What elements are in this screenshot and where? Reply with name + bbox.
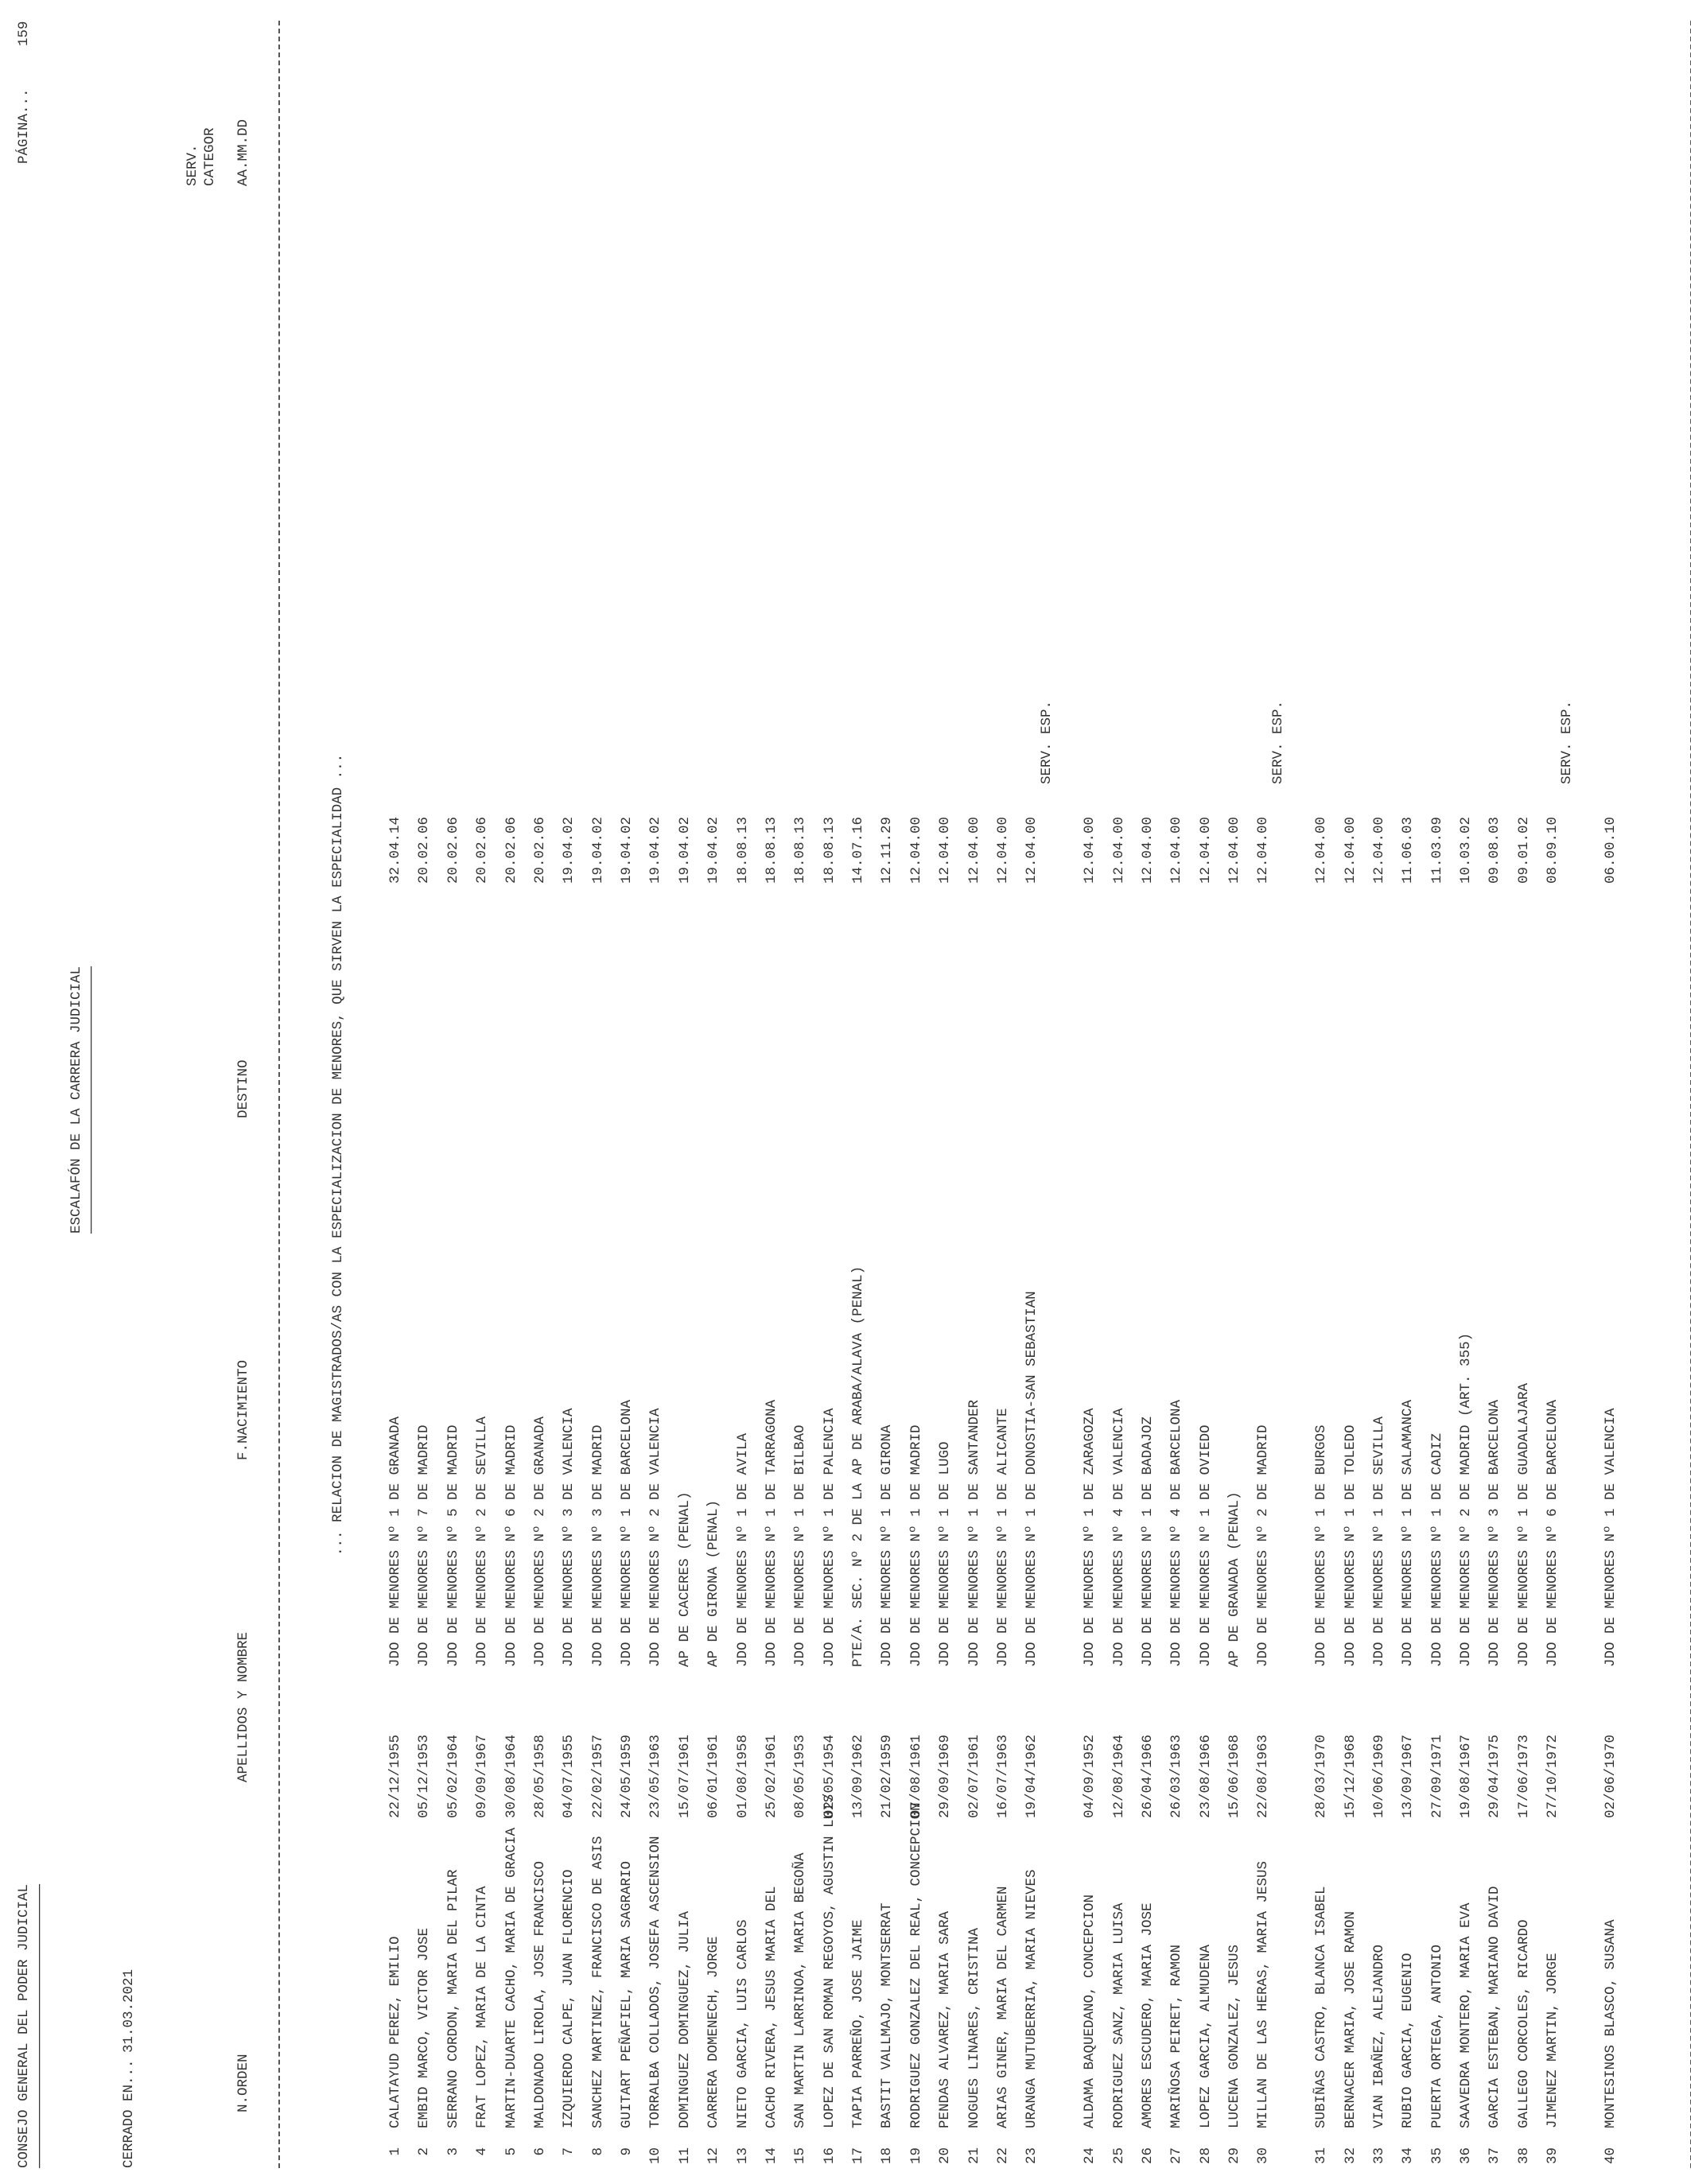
row-destination: AP DE GRANADA (PENAL) bbox=[1226, 1491, 1243, 1667]
row-name: EMBID MARCO, VICTOR JOSE bbox=[416, 1927, 433, 2128]
row-name: GARCIA ESTEBAN, MARIANO DAVID bbox=[1487, 1886, 1503, 2128]
page-number: 159 bbox=[16, 21, 32, 46]
row-serv-categor: 09.08.03 bbox=[1487, 816, 1503, 884]
row-destination: JDO DE MENORES Nº 1 DE GUADALAJARA bbox=[1515, 1382, 1532, 1667]
col-header-destino: DESTINO bbox=[235, 1059, 251, 1118]
row-serv-categor: 20.02.06 bbox=[503, 816, 519, 884]
row-destination: JDO DE MENORES Nº 2 DE GRANADA bbox=[531, 1416, 548, 1667]
table-row bbox=[474, 0, 490, 2184]
table-row bbox=[1458, 0, 1474, 2184]
row-birth-date: 29/09/1969 bbox=[937, 1734, 954, 1818]
row-name: MARTIN-DUARTE CACHO, MARIA DE GRACIA bbox=[503, 1827, 519, 2128]
row-name: SANCHEZ MARTINEZ, FRANCISCO DE ASIS bbox=[589, 1836, 606, 2128]
row-name: TORRALBA COLLADOS, JOSEFA ASCENSION bbox=[647, 1836, 664, 2128]
row-name: VIAN IBAÑEZ, ALEJANDRO bbox=[1370, 1944, 1387, 2128]
row-number: 9 bbox=[619, 2147, 636, 2156]
serv-esp-label: SERV. ESP. bbox=[1559, 700, 1576, 784]
table-row bbox=[1545, 0, 1561, 2184]
row-number: 30 bbox=[1255, 2147, 1272, 2165]
row-serv-categor: 08.09.10 bbox=[1545, 816, 1561, 884]
row-serv-categor: 18.08.13 bbox=[763, 816, 779, 884]
row-serv-categor: 18.08.13 bbox=[734, 816, 751, 884]
row-number: 28 bbox=[1197, 2147, 1214, 2165]
row-name: NIETO GARCIA, LUIS CARLOS bbox=[734, 1919, 751, 2128]
table-row bbox=[1198, 0, 1214, 2184]
row-name: PENDAS ALVAREZ, MARIA SARA bbox=[937, 1910, 954, 2128]
row-birth-date: 01/08/1958 bbox=[734, 1734, 751, 1818]
row-number: 31 bbox=[1313, 2147, 1330, 2165]
row-destination: JDO DE MENORES Nº 6 DE MADRID bbox=[503, 1424, 519, 1667]
table-row bbox=[1516, 0, 1532, 2184]
row-name: PUERTA ORTEGA, ANTONIO bbox=[1429, 1944, 1445, 2128]
row-name: RODRIGUEZ GONZALEZ DEL REAL, CONCEPCION bbox=[908, 1802, 924, 2128]
row-number: 26 bbox=[1139, 2147, 1156, 2165]
row-destination: JDO DE MENORES Nº 1 DE PALENCIA bbox=[821, 1408, 838, 1667]
row-number: 16 bbox=[821, 2147, 838, 2165]
row-number: 33 bbox=[1370, 2147, 1387, 2165]
row-name: JIMENEZ MARTIN, JORGE bbox=[1545, 1953, 1561, 2128]
closed-label: CERRADO EN... bbox=[121, 2059, 137, 2168]
row-birth-date: 30/08/1964 bbox=[503, 1734, 519, 1818]
row-destination: JDO DE MENORES Nº 1 DE BADAJOZ bbox=[1139, 1416, 1156, 1667]
row-name: IZQUIERDO CALPE, JUAN FLORENCIO bbox=[561, 1869, 577, 2128]
row-destination: PTE/A. SEC. Nº 2 DE LA AP DE ARABA/ALAVA (PENAL) bbox=[850, 1265, 867, 1667]
table-row bbox=[1400, 0, 1416, 2184]
row-number: 40 bbox=[1602, 2147, 1619, 2165]
col-header-categor: CATEGOR bbox=[202, 127, 218, 186]
row-serv-categor: 14.07.16 bbox=[850, 816, 867, 884]
row-serv-categor: 19.04.02 bbox=[589, 816, 606, 884]
row-destination: JDO DE MENORES Nº 1 DE TOLEDO bbox=[1342, 1424, 1359, 1667]
row-serv-categor: 19.04.02 bbox=[676, 816, 693, 884]
col-header-orden: N.ORDEN bbox=[235, 2054, 251, 2112]
row-serv-categor: 11.06.03 bbox=[1400, 816, 1417, 884]
row-birth-date: 28/03/1970 bbox=[1313, 1734, 1330, 1818]
row-name: AMORES ESCUDERO, MARIA JOSE bbox=[1139, 1902, 1156, 2128]
col-header-fecha-fmt: AA.MM.DD bbox=[235, 119, 251, 186]
row-destination: JDO DE MENORES Nº 1 DE GRANADA bbox=[387, 1416, 403, 1667]
row-serv-categor: 12.04.00 bbox=[1342, 816, 1359, 884]
row-serv-categor: 19.04.02 bbox=[706, 816, 722, 884]
row-serv-categor: 12.04.00 bbox=[937, 816, 954, 884]
row-name: SERRANO CORDON, MARIA DEL PILAR bbox=[445, 1869, 461, 2128]
row-serv-categor: 12.04.00 bbox=[908, 816, 924, 884]
row-destination: JDO DE MENORES Nº 4 DE BARCELONA bbox=[1168, 1399, 1185, 1667]
row-serv-categor: 12.04.00 bbox=[966, 816, 982, 884]
organization-name: CONSEJO GENERAL DEL PODER JUDICIAL bbox=[16, 1883, 32, 2168]
table-row bbox=[1371, 0, 1387, 2184]
col-header-nombre: APELLIDOS Y NOMBRE bbox=[235, 1631, 251, 1782]
table-row bbox=[764, 0, 779, 2184]
table-row bbox=[706, 0, 721, 2184]
row-destination: JDO DE MENORES Nº 1 DE SEVILLA bbox=[1370, 1416, 1387, 1667]
table-row bbox=[416, 0, 432, 2184]
row-number: 24 bbox=[1082, 2147, 1098, 2165]
table-row bbox=[1082, 0, 1098, 2184]
row-birth-date: 02/05/1954 bbox=[821, 1734, 838, 1818]
row-serv-categor: 12.04.00 bbox=[1226, 816, 1243, 884]
row-serv-categor: 19.04.02 bbox=[619, 816, 636, 884]
row-birth-date: 27/09/1971 bbox=[1429, 1734, 1445, 1818]
title-underline: ──────────────────────────────── bbox=[84, 966, 100, 1234]
row-birth-date: 28/05/1958 bbox=[531, 1734, 548, 1818]
table-row bbox=[445, 0, 461, 2184]
row-destination: JDO DE MENORES Nº 2 DE SEVILLA bbox=[474, 1416, 491, 1667]
row-number: 39 bbox=[1545, 2147, 1561, 2165]
row-birth-date: 10/06/1969 bbox=[1370, 1734, 1387, 1818]
row-birth-date: 25/02/1961 bbox=[763, 1734, 779, 1818]
row-birth-date: 09/09/1967 bbox=[474, 1734, 491, 1818]
row-destination: JDO DE MENORES Nº 1 DE OVIEDO bbox=[1197, 1424, 1214, 1667]
row-birth-date: 16/07/1963 bbox=[994, 1734, 1011, 1818]
row-number: 12 bbox=[706, 2147, 722, 2165]
row-destination: JDO DE MENORES Nº 1 DE SANTANDER bbox=[966, 1399, 982, 1667]
header-rule bbox=[278, 21, 280, 2168]
row-number: 27 bbox=[1168, 2147, 1185, 2165]
row-serv-categor: 19.04.02 bbox=[561, 816, 577, 884]
page-label: PÁGINA... bbox=[16, 88, 32, 164]
row-destination: JDO DE MENORES Nº 3 DE BARCELONA bbox=[1487, 1399, 1503, 1667]
closed-date: 31.03.2021 bbox=[121, 1968, 137, 2053]
row-number: 8 bbox=[589, 2147, 606, 2156]
table-row bbox=[1429, 0, 1445, 2184]
row-birth-date: 15/07/1961 bbox=[676, 1734, 693, 1818]
row-number: 20 bbox=[937, 2147, 954, 2165]
table-row bbox=[1168, 0, 1184, 2184]
row-name: RODRIGUEZ SANZ, MARIA LUISA bbox=[1110, 1902, 1127, 2128]
row-destination: JDO DE MENORES Nº 1 DE BARCELONA bbox=[619, 1399, 636, 1667]
row-destination: JDO DE MENORES Nº 1 DE VALENCIA bbox=[1602, 1408, 1619, 1667]
row-number: 19 bbox=[908, 2147, 924, 2165]
serv-esp-label: SERV. ESP. bbox=[1269, 700, 1286, 784]
row-birth-date: 24/05/1959 bbox=[619, 1734, 636, 1818]
row-serv-categor: 11.03.09 bbox=[1429, 816, 1445, 884]
col-header-serv: SERV. bbox=[185, 144, 200, 186]
row-number: 4 bbox=[474, 2147, 491, 2156]
row-destination: JDO DE MENORES Nº 1 DE MADRID bbox=[908, 1424, 924, 1667]
row-name: BERNACER MARIA, JOSE RAMON bbox=[1342, 1910, 1359, 2128]
row-number: 1 bbox=[387, 2147, 403, 2156]
table-row bbox=[1140, 0, 1156, 2184]
row-serv-categor: 18.08.13 bbox=[821, 816, 838, 884]
table-row bbox=[879, 0, 895, 2184]
row-destination: JDO DE MENORES Nº 7 DE MADRID bbox=[416, 1424, 433, 1667]
row-number: 32 bbox=[1342, 2147, 1359, 2165]
table-row bbox=[850, 0, 866, 2184]
table-row bbox=[1313, 0, 1329, 2184]
table-row bbox=[822, 0, 838, 2184]
row-destination: JDO DE MENORES Nº 2 DE MADRID (ART. 355) bbox=[1458, 1332, 1475, 1667]
row-serv-categor: 20.02.06 bbox=[416, 816, 433, 884]
row-birth-date: 08/05/1953 bbox=[792, 1734, 809, 1818]
row-birth-date: 27/10/1972 bbox=[1545, 1734, 1561, 1818]
row-serv-categor: 20.02.06 bbox=[445, 816, 461, 884]
row-number: 3 bbox=[445, 2147, 461, 2156]
row-serv-categor: 09.01.02 bbox=[1515, 816, 1532, 884]
row-destination: JDO DE MENORES Nº 4 DE VALENCIA bbox=[1110, 1408, 1127, 1667]
row-name: URANGA MUTUBERRIA, MARIA NIEVES bbox=[1024, 1869, 1040, 2128]
row-birth-date: 05/12/1953 bbox=[416, 1734, 433, 1818]
row-name: SUBIÑAS CASTRO, BLANCA ISABEL bbox=[1313, 1886, 1330, 2128]
row-serv-categor: 12.04.00 bbox=[1110, 816, 1127, 884]
row-destination: JDO DE MENORES Nº 1 DE TARRAGONA bbox=[763, 1399, 779, 1667]
row-serv-categor: 12.04.00 bbox=[1168, 816, 1185, 884]
table-row bbox=[677, 0, 693, 2184]
row-name: LOPEZ GARCIA, ALMUDENA bbox=[1197, 1944, 1214, 2128]
row-serv-categor: 32.04.14 bbox=[387, 816, 403, 884]
row-destination: JDO DE MENORES Nº 1 DE AVILA bbox=[734, 1432, 751, 1667]
row-number: 18 bbox=[879, 2147, 896, 2165]
table-row bbox=[1255, 0, 1271, 2184]
row-birth-date: 07/08/1961 bbox=[908, 1734, 924, 1818]
row-number: 5 bbox=[503, 2147, 519, 2156]
row-destination: JDO DE MENORES Nº 3 DE MADRID bbox=[589, 1424, 606, 1667]
table-row bbox=[1226, 0, 1242, 2184]
table-row bbox=[561, 0, 577, 2184]
row-name: LUCENA GONZALEZ, JESUS bbox=[1226, 1944, 1243, 2128]
table-row bbox=[995, 0, 1011, 2184]
serv-esp-separator bbox=[1559, 0, 1575, 2184]
row-number: 2 bbox=[416, 2147, 433, 2156]
row-serv-categor: 12.04.00 bbox=[1313, 816, 1330, 884]
row-birth-date: 17/06/1973 bbox=[1515, 1734, 1532, 1818]
row-destination: JDO DE MENORES Nº 1 DE GIRONA bbox=[879, 1424, 896, 1667]
serv-esp-separator bbox=[1039, 0, 1055, 2184]
row-birth-date: 26/03/1963 bbox=[1168, 1734, 1185, 1818]
row-name: FRAT LOPEZ, MARIA DE LA CINTA bbox=[474, 1886, 491, 2128]
row-serv-categor: 20.02.06 bbox=[531, 816, 548, 884]
row-name: BASTIT VALLMAJO, MONTSERRAT bbox=[879, 1902, 896, 2128]
row-number: 37 bbox=[1487, 2147, 1503, 2165]
row-number: 7 bbox=[561, 2147, 577, 2156]
row-destination: JDO DE MENORES Nº 1 DE ALICANTE bbox=[994, 1408, 1011, 1667]
row-name: CARRERA DOMENECH, JORGE bbox=[706, 1936, 722, 2128]
row-number: 36 bbox=[1458, 2147, 1475, 2165]
row-birth-date: 06/01/1961 bbox=[706, 1734, 722, 1818]
row-number: 29 bbox=[1226, 2147, 1243, 2165]
serv-esp-separator bbox=[1270, 0, 1286, 2184]
row-birth-date: 13/09/1967 bbox=[1400, 1734, 1417, 1818]
row-number: 34 bbox=[1400, 2147, 1417, 2165]
row-serv-categor: 12.04.00 bbox=[1024, 816, 1040, 884]
row-name: NOGUES LINARES, CRISTINA bbox=[966, 1927, 982, 2128]
row-name: DOMINGUEZ DOMINGUEZ, JULIA bbox=[676, 1910, 693, 2128]
row-destination: JDO DE MENORES Nº 2 DE MADRID bbox=[1255, 1424, 1272, 1667]
row-name: RUBIO GARCIA, EUGENIO bbox=[1400, 1953, 1417, 2128]
row-birth-date: 23/08/1966 bbox=[1197, 1734, 1214, 1818]
row-number: 23 bbox=[1024, 2147, 1040, 2165]
row-birth-date: 22/08/1963 bbox=[1255, 1734, 1272, 1818]
table-row bbox=[1603, 0, 1619, 2184]
row-serv-categor: 20.02.06 bbox=[474, 816, 491, 884]
row-serv-categor: 12.11.29 bbox=[879, 816, 896, 884]
table-row bbox=[966, 0, 982, 2184]
row-number: 15 bbox=[792, 2147, 809, 2165]
row-birth-date: 02/07/1961 bbox=[966, 1734, 982, 1818]
row-number: 10 bbox=[647, 2147, 664, 2165]
row-number: 13 bbox=[734, 2147, 751, 2165]
row-name: MILLAN DE LAS HERAS, MARIA JESUS bbox=[1255, 1860, 1272, 2128]
row-name: MARIÑOSA PEIRET, RAMON bbox=[1168, 1944, 1185, 2128]
row-birth-date: 13/09/1962 bbox=[850, 1734, 867, 1818]
row-serv-categor: 12.04.00 bbox=[1082, 816, 1098, 884]
row-serv-categor: 12.04.00 bbox=[1139, 816, 1156, 884]
row-birth-date: 12/08/1964 bbox=[1110, 1734, 1127, 1818]
row-number: 38 bbox=[1515, 2147, 1532, 2165]
row-destination: JDO DE MENORES Nº 1 DE BILBAO bbox=[792, 1424, 809, 1667]
row-serv-categor: 12.04.00 bbox=[1197, 816, 1214, 884]
row-destination: JDO DE MENORES Nº 1 DE CADIZ bbox=[1429, 1432, 1445, 1667]
table-row bbox=[647, 0, 663, 2184]
row-number: 25 bbox=[1110, 2147, 1127, 2165]
table-row bbox=[532, 0, 548, 2184]
row-destination: JDO DE MENORES Nº 1 DE BURGOS bbox=[1313, 1424, 1330, 1667]
row-destination: JDO DE MENORES Nº 1 DE ZARAGOZA bbox=[1082, 1408, 1098, 1667]
row-destination: AP DE GIRONA (PENAL) bbox=[706, 1499, 722, 1667]
row-birth-date: 23/05/1963 bbox=[647, 1734, 664, 1818]
row-destination: JDO DE MENORES Nº 1 DE DONOSTIA-SAN SEBASTIAN bbox=[1024, 1291, 1040, 1667]
row-number: 17 bbox=[850, 2147, 867, 2165]
row-number: 35 bbox=[1429, 2147, 1445, 2165]
row-birth-date: 04/07/1955 bbox=[561, 1734, 577, 1818]
table-row bbox=[1024, 0, 1040, 2184]
table-row bbox=[619, 0, 635, 2184]
row-birth-date: 22/02/1957 bbox=[589, 1734, 606, 1818]
row-number: 21 bbox=[966, 2147, 982, 2165]
row-name: MALDONADO LIROLA, JOSE FRANCISCO bbox=[531, 1860, 548, 2128]
col-header-nacimiento: F.NACIMIENTO bbox=[235, 1359, 251, 1460]
table-row bbox=[908, 0, 924, 2184]
row-name: MONTESINOS BLASCO, SUSANA bbox=[1602, 1919, 1619, 2128]
row-destination: JDO DE MENORES Nº 1 DE LUGO bbox=[937, 1441, 954, 1667]
row-destination: JDO DE MENORES Nº 3 DE VALENCIA bbox=[561, 1408, 577, 1667]
organization-underline: ────────────────────────────────── bbox=[33, 1883, 49, 2168]
row-name: TAPIA PARREÑO, JOSE JAIME bbox=[850, 1919, 867, 2128]
row-serv-categor: 06.00.10 bbox=[1602, 816, 1619, 884]
row-birth-date: 29/04/1975 bbox=[1487, 1734, 1503, 1818]
table-row bbox=[1111, 0, 1127, 2184]
row-birth-date: 05/02/1964 bbox=[445, 1734, 461, 1818]
row-serv-categor: 12.04.00 bbox=[994, 816, 1011, 884]
row-destination: JDO DE MENORES Nº 5 DE MADRID bbox=[445, 1424, 461, 1667]
table-row bbox=[387, 0, 403, 2184]
row-birth-date: 15/12/1968 bbox=[1342, 1734, 1359, 1818]
row-name: GALLEGO CORCOLES, RICARDO bbox=[1515, 1919, 1532, 2128]
row-serv-categor: 12.04.00 bbox=[1370, 816, 1387, 884]
row-birth-date: 19/04/1962 bbox=[1024, 1734, 1040, 1818]
row-serv-categor: 18.08.13 bbox=[792, 816, 809, 884]
row-destination: AP DE CACERES (PENAL) bbox=[676, 1491, 693, 1667]
row-name: SAAVEDRA MONTERO, MARIA EVA bbox=[1458, 1902, 1475, 2128]
section-title: ... RELACION DE MAGISTRADOS/AS CON LA ESPECIALIZACION DE MENORES, QUE SIRVEN LA ESPECIALIDAD ... bbox=[330, 753, 346, 1556]
row-name: ARIAS GINER, MARIA DEL CARMEN bbox=[994, 1886, 1011, 2128]
row-serv-categor: 10.03.02 bbox=[1458, 816, 1475, 884]
serv-esp-label: SERV. ESP. bbox=[1038, 700, 1055, 784]
row-birth-date: 15/06/1968 bbox=[1226, 1734, 1243, 1818]
row-serv-categor: 12.04.00 bbox=[1255, 816, 1272, 884]
table-row bbox=[937, 0, 953, 2184]
table-row bbox=[792, 0, 808, 2184]
row-birth-date: 19/08/1967 bbox=[1458, 1734, 1475, 1818]
table-row bbox=[1487, 0, 1502, 2184]
table-row bbox=[1343, 0, 1359, 2184]
row-birth-date: 26/04/1966 bbox=[1139, 1734, 1156, 1818]
row-number: 14 bbox=[763, 2147, 779, 2165]
row-name: CALATAYUD PEREZ, EMILIO bbox=[387, 1936, 403, 2128]
table-row bbox=[590, 0, 606, 2184]
row-number: 6 bbox=[531, 2147, 548, 2156]
row-birth-date: 02/06/1970 bbox=[1602, 1734, 1619, 1818]
table-row bbox=[735, 0, 751, 2184]
row-name: SAN MARTIN LARRINOA, MARIA BEGOÑA bbox=[792, 1852, 809, 2128]
row-destination: JDO DE MENORES Nº 1 DE SALAMANCA bbox=[1400, 1399, 1417, 1667]
row-birth-date: 04/09/1952 bbox=[1082, 1734, 1098, 1818]
row-serv-categor: 19.04.02 bbox=[647, 816, 664, 884]
row-destination: JDO DE MENORES Nº 2 DE VALENCIA bbox=[647, 1408, 664, 1667]
row-birth-date: 22/12/1955 bbox=[387, 1734, 403, 1818]
row-name: ALDAMA BAQUEDANO, CONCEPCION bbox=[1082, 1894, 1098, 2128]
document-title: ESCALAFÓN DE LA CARRERA JUDICIAL bbox=[68, 966, 84, 1234]
row-name: CACHO RIVERA, JESUS MARIA DEL bbox=[763, 1886, 779, 2128]
row-name: GUITART PEÑAFIEL, MARIA SAGRARIO bbox=[619, 1860, 636, 2128]
row-birth-date: 21/02/1959 bbox=[879, 1734, 896, 1818]
row-name: LOPEZ DE SAN ROMAN REGOYOS, AGUSTIN LUIS bbox=[821, 1793, 838, 2128]
row-destination: JDO DE MENORES Nº 6 DE BARCELONA bbox=[1545, 1399, 1561, 1667]
row-number: 22 bbox=[994, 2147, 1011, 2165]
row-number: 11 bbox=[676, 2147, 693, 2165]
table-row bbox=[503, 0, 519, 2184]
